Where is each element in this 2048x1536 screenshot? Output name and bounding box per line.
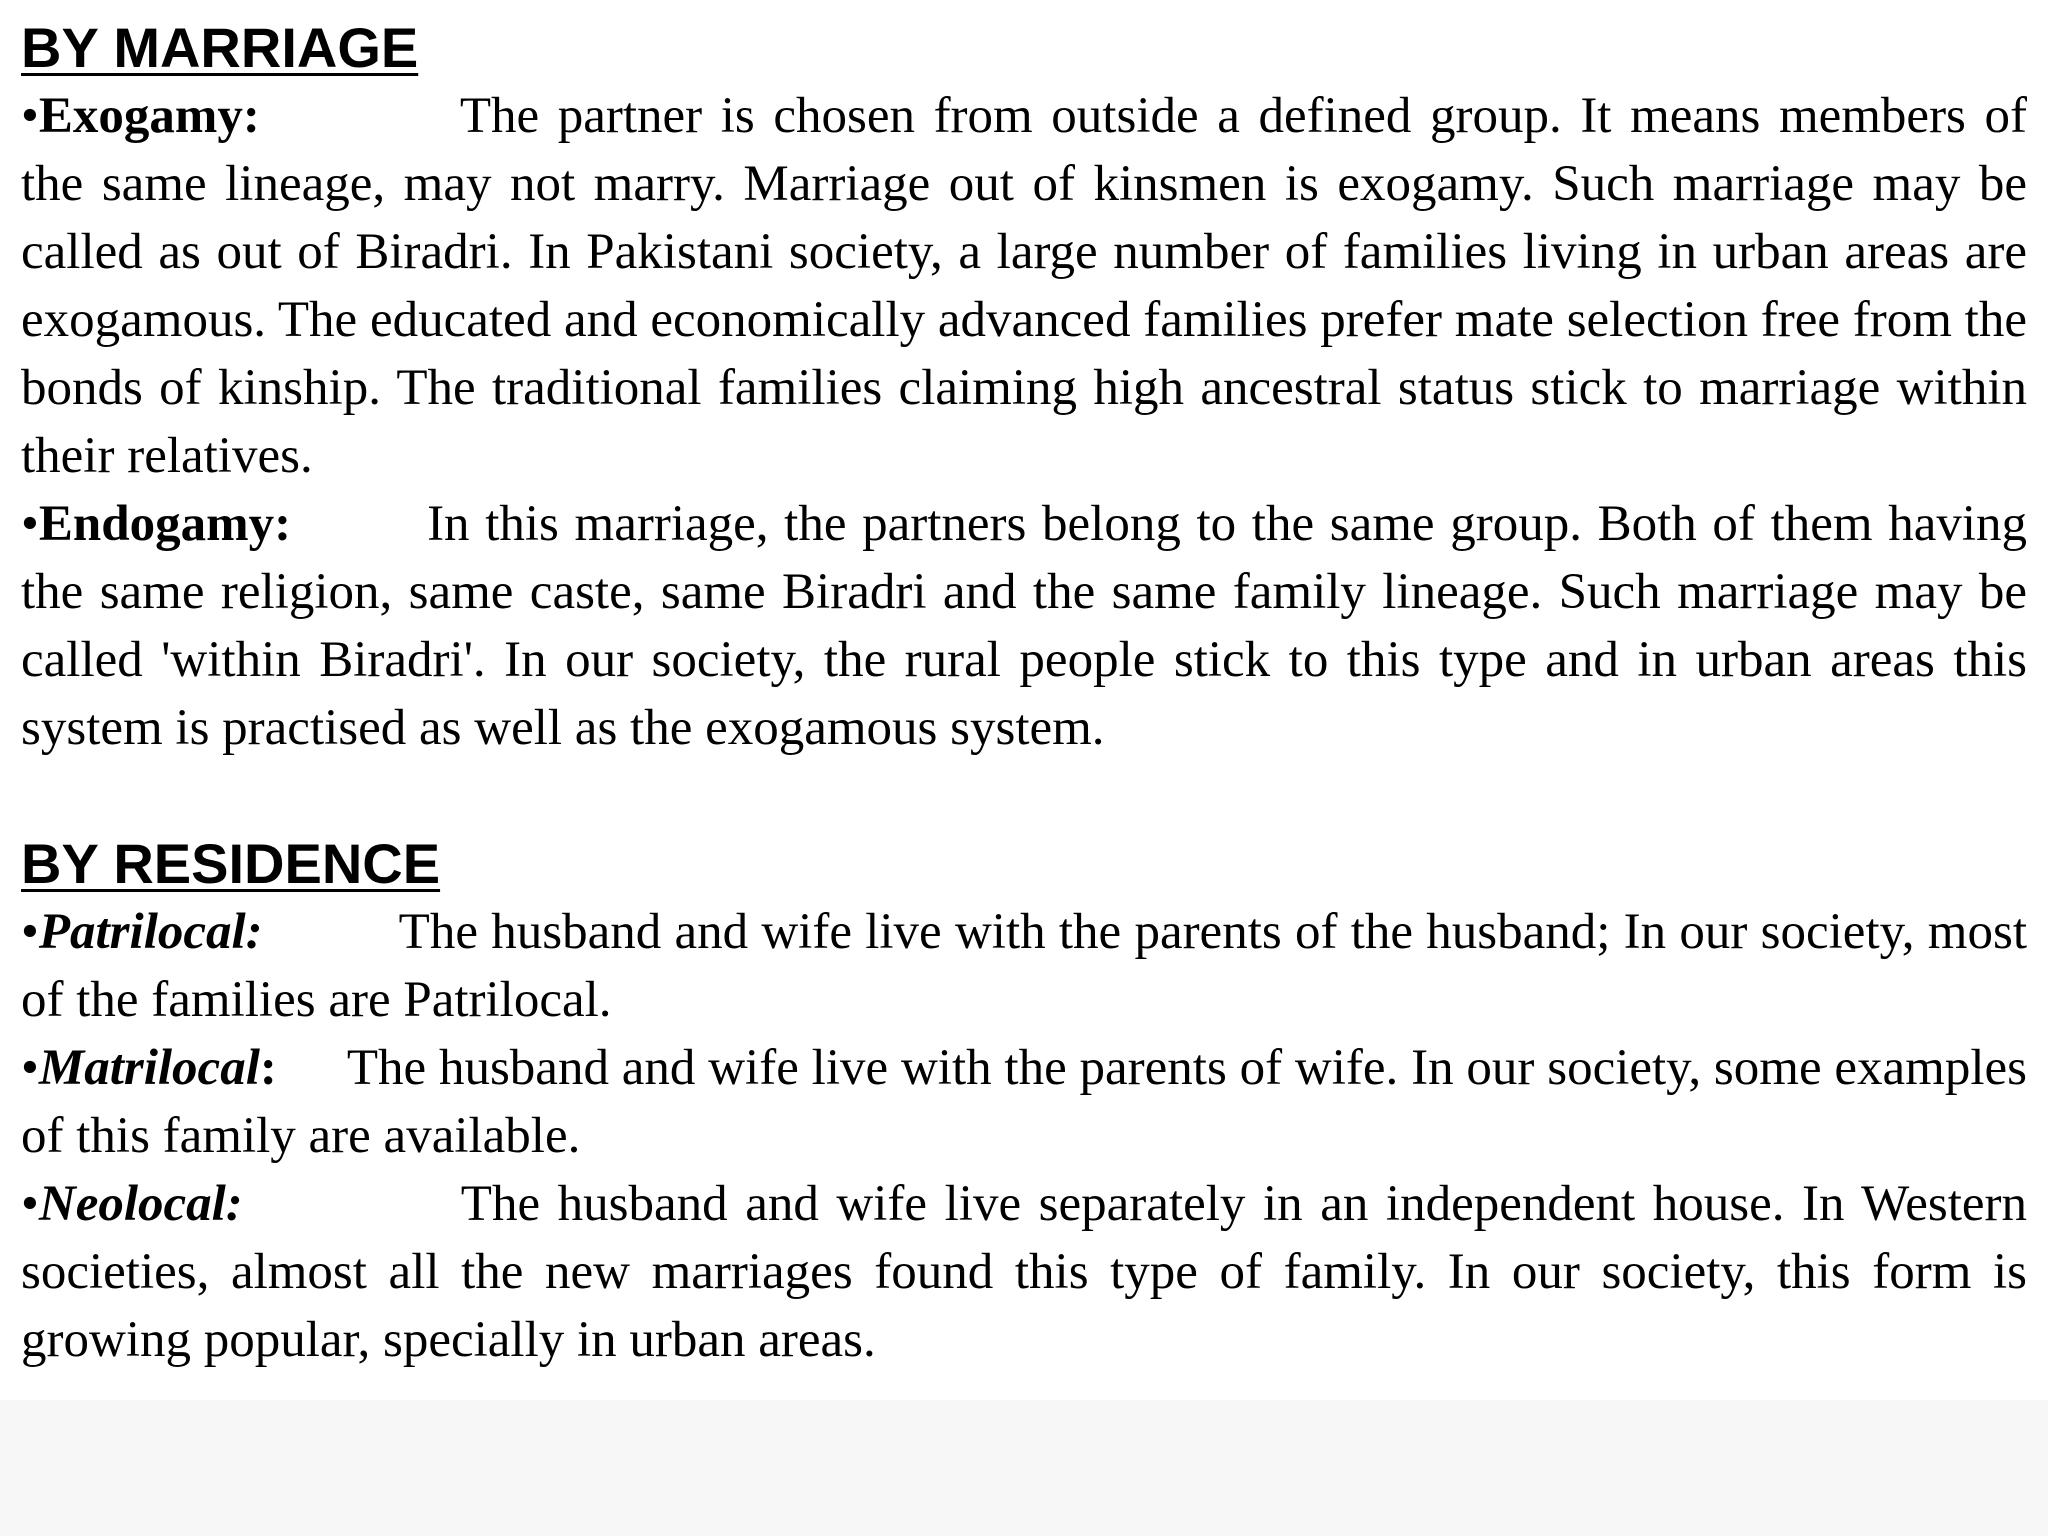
section-gap [21,762,2027,830]
neolocal-text: The husband and wife live separately in an independent house. In Western societies, almost all the new marriages found this type of family. In our society, this form is growing popular, specially in urban areas. [21,1176,2027,1368]
bullet-exogamy: • [21,88,39,144]
bullet-matrilocal: • [21,1040,39,1096]
slide-content [21,14,2027,1374]
patrilocal-text: The husband and wife live with the parents of the husband; In our society, most of the families are Patrilocal. [21,904,2027,1028]
matrilocal-colon: : [259,1040,277,1096]
neolocal-paragraph [21,1170,2027,1374]
bullet-patrilocal: • [21,904,39,960]
exogamy-paragraph [21,82,2027,490]
patrilocal-term: Patrilocal: [38,904,263,960]
heading-by-marriage: BY MARRIAGE [21,16,419,79]
matrilocal-text: The husband and wife live with the parents of wife. In our society, some examples of this family are available. [21,1040,2027,1164]
endogamy-term: Endogamy: [38,496,292,552]
matrilocal-term: Matrilocal [38,1040,260,1096]
exogamy-term: Exogamy: [38,88,260,144]
exogamy-text: The partner is chosen from outside a defined group. It means members of the same lineage, may not marry. Marriage out of kinsmen is exogamy. Such marriage may be called as out of Biradri. In Pakistani society, a large number of families living in urban areas are exogamous. The educated and economically advanced families prefer mate selection free from the bonds of kinship. The traditional families claiming high ancestral status stick to marriage within their relatives. [21,88,2027,484]
endogamy-paragraph [21,490,2027,762]
footer-band [0,1400,2048,1536]
endogamy-text: In this marriage, the partners belong to the same group. Both of them having the same religion, same caste, same Biradri and the same family lineage. Such marriage may be called 'within Biradri'. In our society, the rural people stick to this type and in urban areas this system is practised as well as the exogamous system. [21,496,2027,756]
neolocal-term: Neolocal: [38,1176,243,1232]
patrilocal-paragraph [21,898,2027,1034]
bullet-neolocal: • [21,1176,39,1232]
heading-by-residence: BY RESIDENCE [21,832,441,895]
bullet-endogamy: • [21,496,39,552]
matrilocal-paragraph [21,1034,2027,1170]
